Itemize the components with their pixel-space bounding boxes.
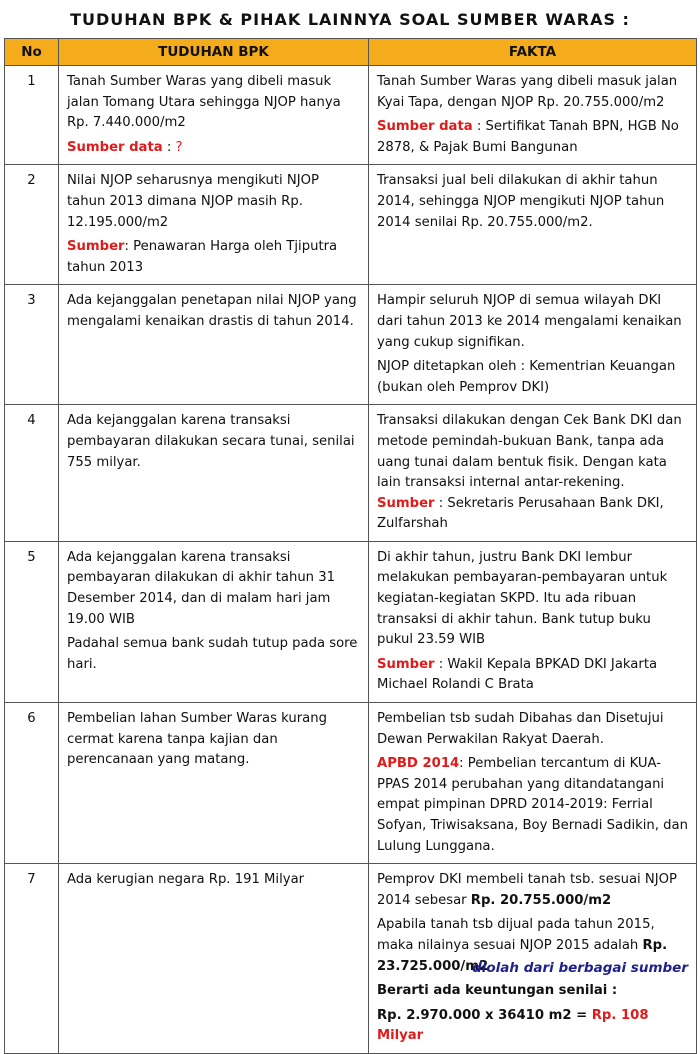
table-row	[5, 541, 697, 702]
fakta-purchase	[377, 870, 688, 911]
source-label: APBD 2014	[377, 756, 460, 772]
tuduhan-text: Ada kerugian negara Rp. 191 Milyar	[67, 872, 305, 888]
tuduhan-cell	[59, 285, 369, 405]
fakta-cell	[369, 703, 697, 864]
row-number: 3	[5, 285, 59, 405]
source-text: : Wakil Kepala BPKAD DKI Jakarta Michael Rolandi C Brata	[377, 656, 658, 693]
row-number: 5	[5, 541, 59, 702]
tuduhan-cell	[59, 66, 369, 165]
source-separator: :	[162, 139, 176, 155]
source-label: Sumber	[377, 656, 435, 672]
row-number: 4	[5, 405, 59, 542]
source-label: Sumber data	[67, 139, 163, 155]
tuduhan-text: Tanah Sumber Waras yang dibeli masuk jalan Tomang Utara sehingga NJOP hanya Rp. 7.440.000/m2	[67, 74, 341, 131]
fakta-cell	[369, 864, 697, 1054]
fakta-text: Transaksi jual beli dilakukan di akhir tahun 2014, sehingga NJOP mengikuti NJOP tahun 2014 senilai Rp. 20.755.000/m2.	[377, 173, 665, 230]
table-row	[5, 165, 697, 285]
tuduhan-source	[67, 237, 360, 278]
page-title: TUDUHAN BPK & PIHAK LAINNYA SOAL SUMBER WARAS :	[70, 10, 630, 29]
fakta-purchase-text: Pemprov DKI membeli tanah tsb. sesuai NJOP 2014 sebesar	[377, 872, 677, 908]
profit-formula: Rp. 2.970.000 x 36410 m2 =	[377, 1007, 592, 1023]
fakta-cell	[369, 541, 697, 702]
table-row	[5, 66, 697, 165]
source-unknown: ?	[175, 139, 183, 155]
fakta-text: Hampir seluruh NJOP di semua wilayah DKI dari tahun 2013 ke 2014 mengalami kenaikan yang cukup signifikan.	[377, 293, 682, 350]
source-label: Sumber	[377, 495, 435, 511]
fakta-cell	[369, 66, 697, 165]
tuduhan-cell	[59, 405, 369, 542]
table-row	[5, 405, 697, 542]
fakta-cell	[369, 405, 697, 542]
fakta-profit-label: Berarti ada keuntungan senilai :	[377, 983, 618, 999]
row-number: 1	[5, 66, 59, 165]
tuduhan-text: Pembelian lahan Sumber Waras kurang cermat karena tanpa kajian dan perencanaan yang matang.	[67, 711, 327, 768]
fakta-source	[377, 494, 688, 535]
tuduhan-source	[67, 138, 360, 159]
row-number: 6	[5, 703, 59, 864]
table-row	[5, 864, 697, 1054]
tuduhan-cell	[59, 703, 369, 864]
fakta-text: Di akhir tahun, justru Bank DKI lembur melakukan pembayaran-pembayaran untuk kegiatan-kegiatan SKPD. Itu ada ribuan transaksi di akhir tahun. Bank tutup buku pukul 23.59 WIB	[377, 549, 668, 648]
njop-2015-value: Rp. 23.725.000/m2	[377, 937, 668, 974]
source-text: : Penawaran Harga oleh Tjiputra tahun 2013	[67, 239, 338, 275]
fact-check-table	[4, 38, 697, 1054]
tuduhan-cell	[59, 864, 369, 1054]
tuduhan-cell	[59, 541, 369, 702]
source-text: : Sertifikat Tanah BPN, HGB No 2878, & Pajak Bumi Bangunan	[377, 119, 679, 155]
fakta-note: NJOP ditetapkan oleh : Kementrian Keuangan (bukan oleh Pemprov DKI)	[377, 359, 676, 395]
fakta-text: Transaksi dilakukan dengan Cek Bank DKI dan metode pemindah-bukuan Bank, tanpa ada uang tunai dalam bentuk fisik. Dengan kata lain transaksi internal antar-rekening.	[377, 413, 682, 491]
tuduhan-text: Ada kejanggalan karena transaksi pembayaran dilakukan secara tunai, senilai 755 milyar.	[67, 413, 355, 470]
fakta-sale-text: Apabila tanah tsb dijual pada tahun 2015, maka nilainya sesuai NJOP 2015 adalah	[377, 917, 655, 953]
table-row	[5, 285, 697, 405]
header-fakta: FAKTA	[369, 39, 697, 66]
source-text: : Sekretaris Perusahaan Bank DKI, Zulfarshah	[377, 495, 664, 532]
profit-total: Rp. 108 Milyar	[377, 1007, 649, 1044]
fakta-source	[377, 655, 688, 696]
fakta-text: Pembelian tsb sudah Dibahas dan Disetujui Dewan Perwakilan Rakyat Daerah.	[377, 711, 664, 747]
fakta-text: Tanah Sumber Waras yang dibeli masuk jalan Kyai Tapa, dengan NJOP Rp. 20.755.000/m2	[377, 74, 678, 110]
tuduhan-note: Padahal semua bank sudah tutup pada sore hari.	[67, 636, 358, 672]
tuduhan-text: Nilai NJOP seharusnya mengikuti NJOP tahun 2013 dimana NJOP masih Rp. 12.195.000/m2	[67, 173, 319, 230]
table-row	[5, 703, 697, 864]
fakta-source	[377, 754, 688, 857]
tuduhan-cell	[59, 165, 369, 285]
fakta-profit-calc	[377, 1006, 688, 1047]
table-header-row	[5, 39, 697, 66]
row-number: 2	[5, 165, 59, 285]
header-no: No	[5, 39, 59, 66]
row-number: 7	[5, 864, 59, 1054]
fakta-source	[377, 117, 688, 158]
tuduhan-text: Ada kejanggalan penetapan nilai NJOP yang mengalami kenaikan drastis di tahun 2014.	[67, 293, 357, 329]
tuduhan-text: Ada kejanggalan karena transaksi pembayaran dilakukan di akhir tahun 31 Desember 2014, dan di malam hari jam 19.00 WIB	[67, 549, 336, 627]
fakta-cell	[369, 285, 697, 405]
source-label: Sumber	[67, 239, 125, 255]
source-label: Sumber data	[377, 119, 473, 135]
njop-2014-value: Rp. 20.755.000/m2	[470, 892, 612, 908]
fakta-cell	[369, 165, 697, 285]
footer-credit: diolah dari berbagai sumber	[472, 960, 688, 976]
source-text: : Pembelian tercantum di KUA-PPAS 2014 perubahan yang ditandatangani empat pimpinan DPRD 2014-2019: Ferrial Sofyan, Triwisaksana, Boy Bernadi Sadikin, dan Lulung Lunggana.	[377, 756, 688, 854]
header-tuduhan: TUDUHAN BPK	[59, 39, 369, 66]
